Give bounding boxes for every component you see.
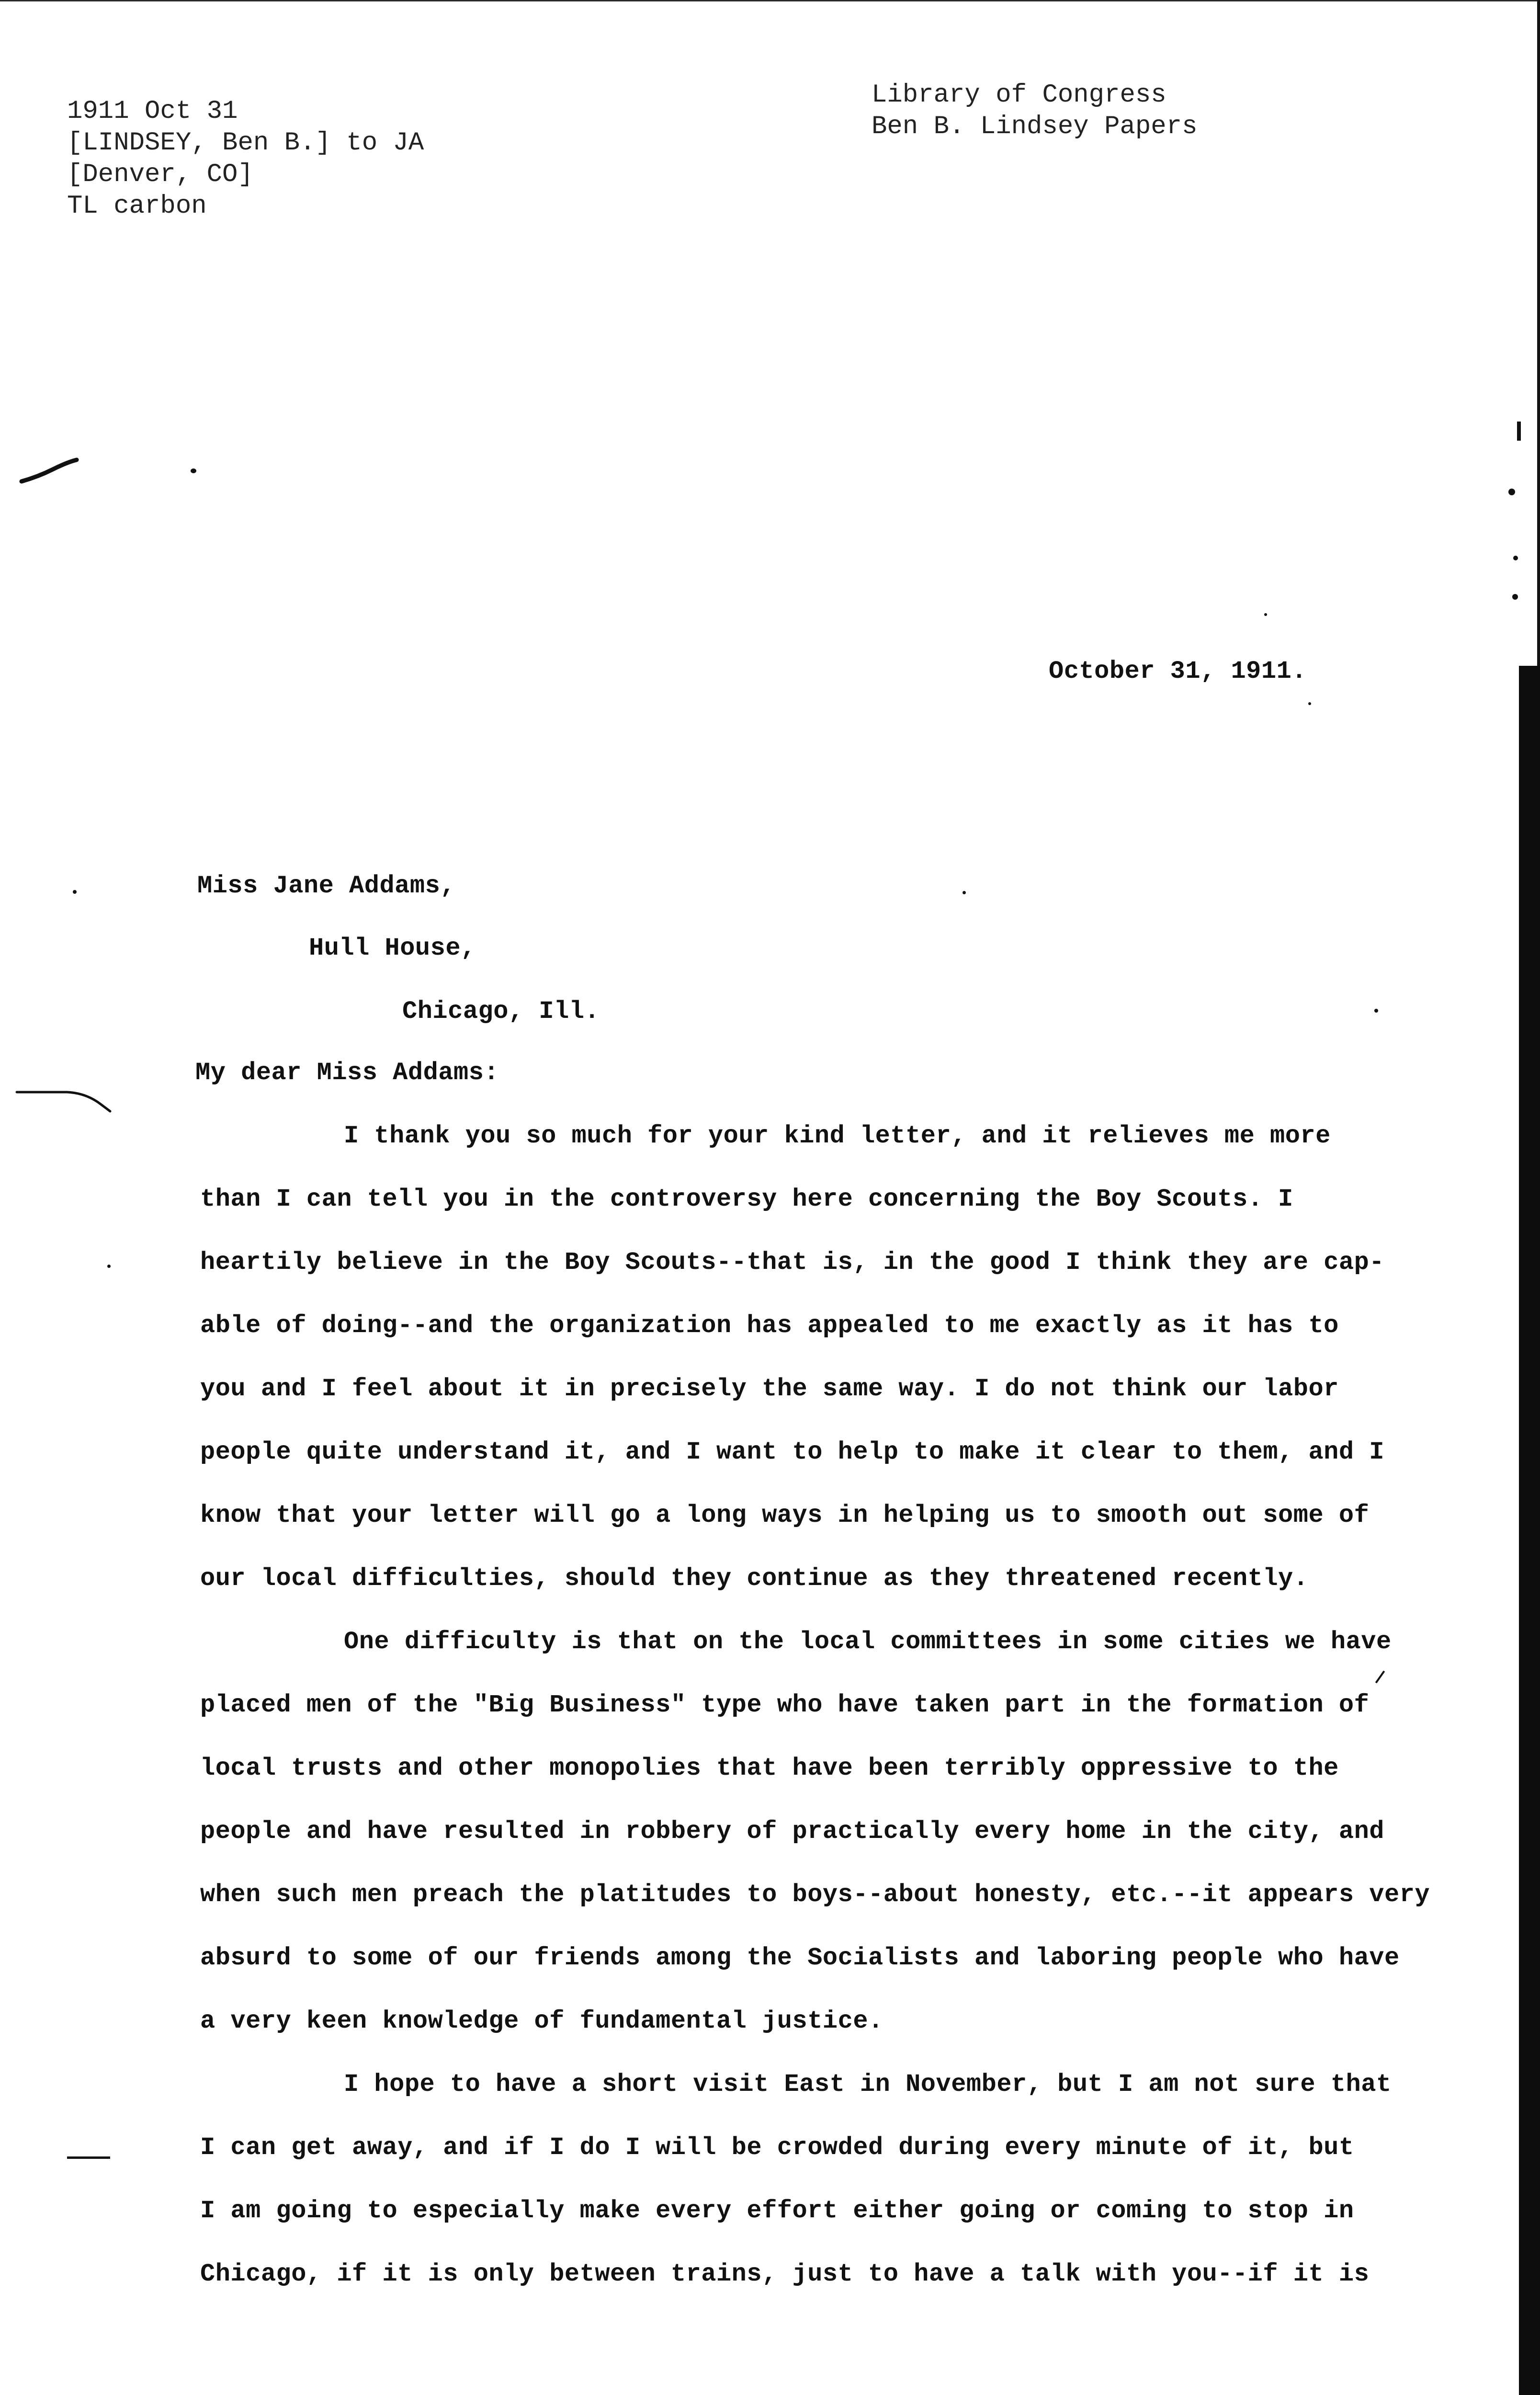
scan-mark-stroke [19,450,81,489]
archive-format: TL carbon [67,192,207,221]
scan-top-edge [0,0,1540,1]
body-line: Chicago, if it is only between trains, just to have a talk with you--if it is [200,2260,1370,2288]
archive-date: 1911 Oct 31 [67,97,238,126]
scan-speck [1512,594,1518,600]
recipient-name: Miss Jane Addams, [197,872,455,900]
recipient-city: Chicago, Ill. [402,997,600,1026]
body-line: when such men preach the platitudes to boys--about honesty, etc.--it appears very [200,1881,1430,1909]
scan-speck [67,2156,110,2159]
scan-speck [107,1265,111,1268]
body-line: able of doing--and the organization has appealed to me exactly as it has to [200,1312,1339,1340]
source-repository: Library of Congress [872,80,1166,110]
scan-right-edge-dark [1519,666,1540,2395]
archive-correspondent: [LINDSEY, Ben B.] to JA [67,128,424,158]
scan-speck [1375,1671,1385,1684]
scan-speck [1508,489,1515,495]
scan-speck [1264,613,1267,616]
body-line: heartily believe in the Boy Scouts--that is, in the good I think they are cap- [200,1248,1384,1277]
body-line: people quite understand it, and I want to help to make it clear to them, and I [200,1438,1384,1466]
source-citation [872,80,1198,143]
body-line: One difficulty is that on the local committees in some cities we have [344,1628,1392,1656]
body-line: I can get away, and if I do I will be crowded during every minute of it, but [200,2133,1354,2162]
salutation: My dear Miss Addams: [195,1059,499,1087]
recipient-street: Hull House, [309,934,476,962]
archive-place: [Denver, CO] [67,160,253,189]
scan-mark-stroke [14,1078,115,1116]
scan-right-edge [1537,0,1540,666]
scan-speck [1374,1009,1378,1013]
body-line: than I can tell you in the controversy here concerning the Boy Scouts. I [200,1185,1293,1213]
scan-speck [1513,556,1518,560]
body-line: local trusts and other monopolies that have been terribly oppressive to the [200,1754,1339,1782]
scan-speck [191,468,196,473]
scan-speck [1517,422,1521,441]
body-line: our local difficulties, should they continue as they threatened recently. [200,1564,1309,1593]
body-line: people and have resulted in robbery of practically every home in the city, and [200,1817,1384,1846]
scan-speck [1308,702,1311,705]
letter-date: October 31, 1911. [1049,657,1307,685]
archive-citation [67,96,424,222]
scan-speck [73,890,77,894]
body-line: you and I feel about it in precisely the same way. I do not think our labor [200,1375,1339,1403]
source-collection: Ben B. Lindsey Papers [872,112,1198,141]
body-line: know that your letter will go a long ways in helping us to smooth out some of [200,1501,1370,1529]
body-line: I thank you so much for your kind letter, and it relieves me more [344,1122,1331,1150]
body-line: I hope to have a short visit East in November, but I am not sure that [344,2070,1392,2098]
body-line: placed men of the "Big Business" type who have taken part in the formation of [200,1691,1370,1719]
body-line: a very keen knowledge of fundamental justice. [200,2007,883,2035]
scan-speck [962,891,966,894]
body-line: I am going to especially make every effort either going or coming to stop in [200,2197,1354,2225]
body-line: absurd to some of our friends among the Socialists and laboring people who have [200,1944,1400,1972]
